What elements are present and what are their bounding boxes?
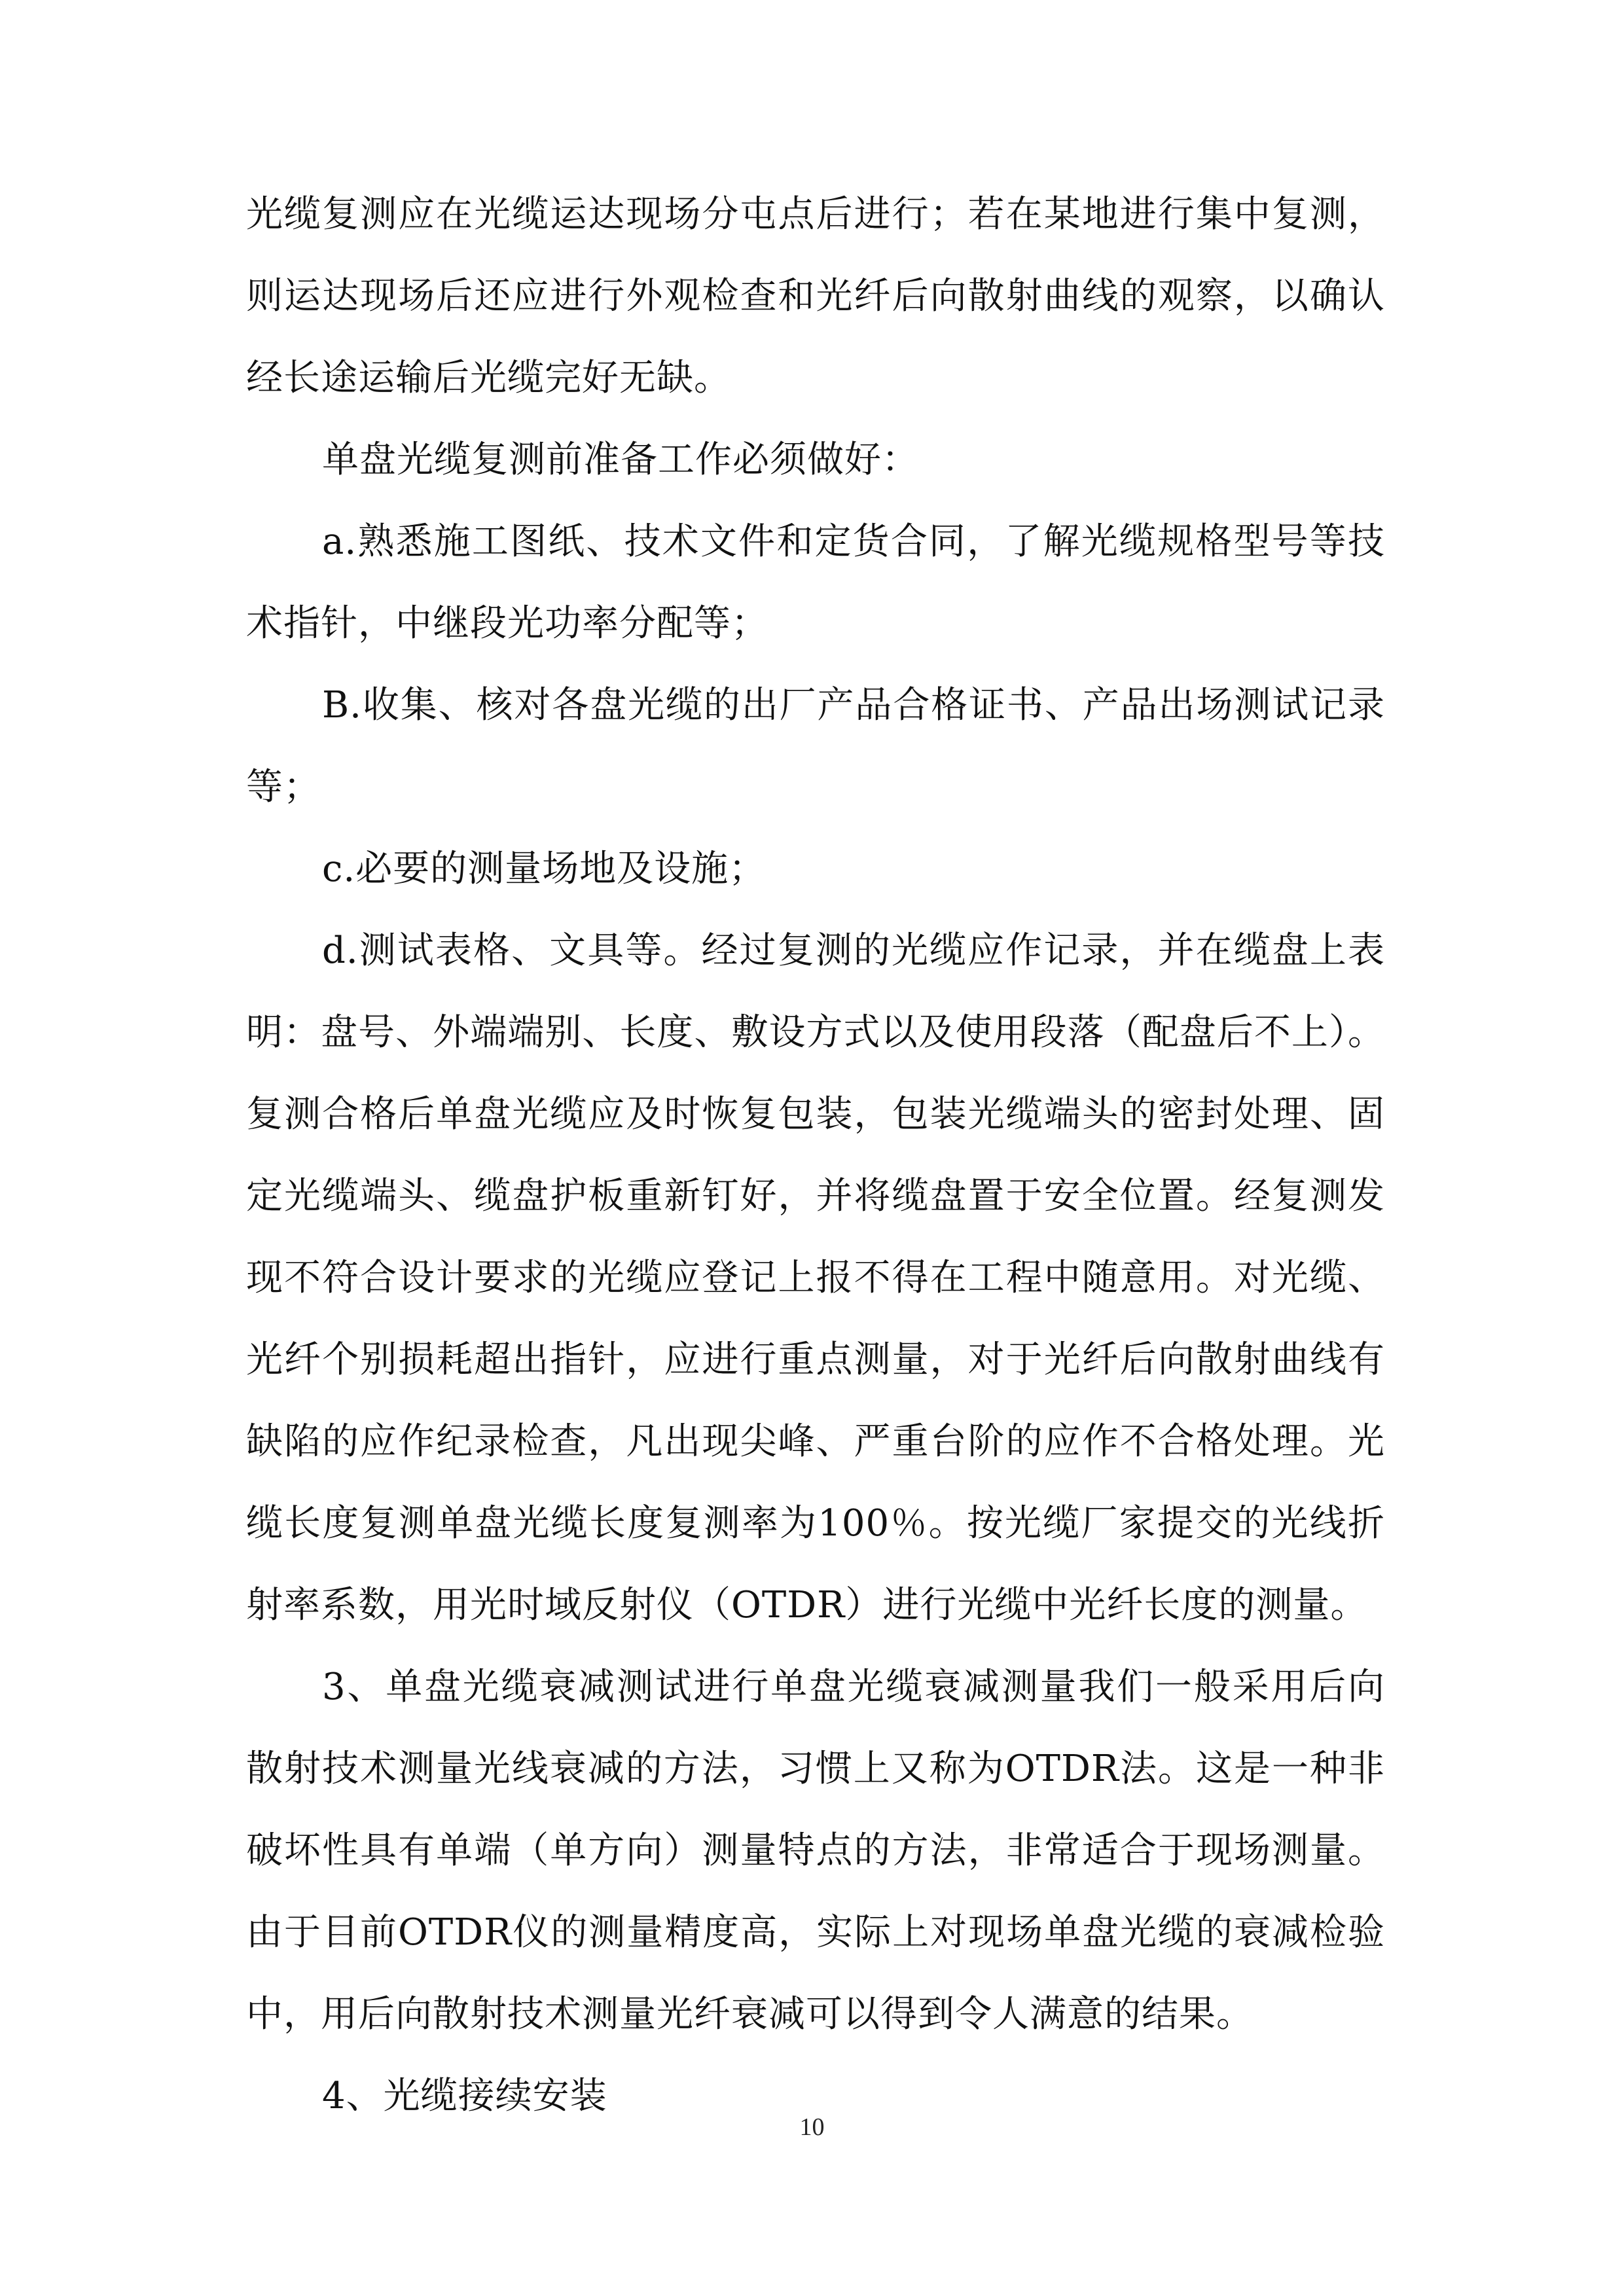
paragraph-item-b: B.收集、核对各盘光缆的出厂产品合格证书、产品出场测试记录等；	[246, 684, 1385, 808]
paragraph-preparation-heading: 单盘光缆复测前准备工作必须做好：	[322, 439, 919, 481]
page-number: 10	[799, 2113, 825, 2141]
paragraph-item-d: d.测试表格、文具等。经过复测的光缆应作记录，并在缆盘上表明：盘号、外端端别、长度、敷设方式以及使用段落（配盘后不上）。复测合格后单盘光缆应及时恢复包装，包装光缆端头的密封处理、固定光缆端头、缆盘护板重新钉好，并将缆盘置于安全位置。经复测发现不符合设计要求的光缆应登记上报不得在工程中随意用。对光缆、光纤个别损耗超出指针，应进行重点测量，对于光纤后向散射曲线有缺陷的应作纪录检查，凡出现尖峰、严重台阶的应作不合格处理。光缆长度复测单盘光缆长度复测率为100％。按光缆厂家提交的光线折射率系数，用光时域反射仪（OTDR）进行光缆中光纤长度的测量。	[246, 929, 1385, 1626]
body-text	[246, 173, 1385, 2137]
paragraph-item-c: c.必要的测量场地及设施；	[322, 848, 767, 890]
paragraph-attenuation-test: 3、单盘光缆衰减测试进行单盘光缆衰减测量我们一般采用后向散射技术测量光线衰减的方法，习惯上又称为OTDR法。这是一种非破坏性具有单端（单方向）测量特点的方法，非常适合于现场测量。由于目前OTDR仪的测量精度高，实际上对现场单盘光缆的衰减检验中，用后向散射技术测量光纤衰减可以得到令人满意的结果。	[246, 1666, 1385, 2036]
section-heading-splicing: 4、光缆接续安装	[322, 2075, 607, 2117]
paragraph-item-a: a.熟悉施工图纸、技术文件和定货合同，了解光缆规格型号等技术指针，中继段光功率分配等；	[246, 520, 1385, 645]
paragraph-fiber-retest-location: 光缆复测应在光缆运达现场分屯点后进行；若在某地进行集中复测，则运达现场后还应进行外观检查和光纤后向散射曲线的观察，以确认经长途运输后光缆完好无缺。	[246, 193, 1385, 399]
